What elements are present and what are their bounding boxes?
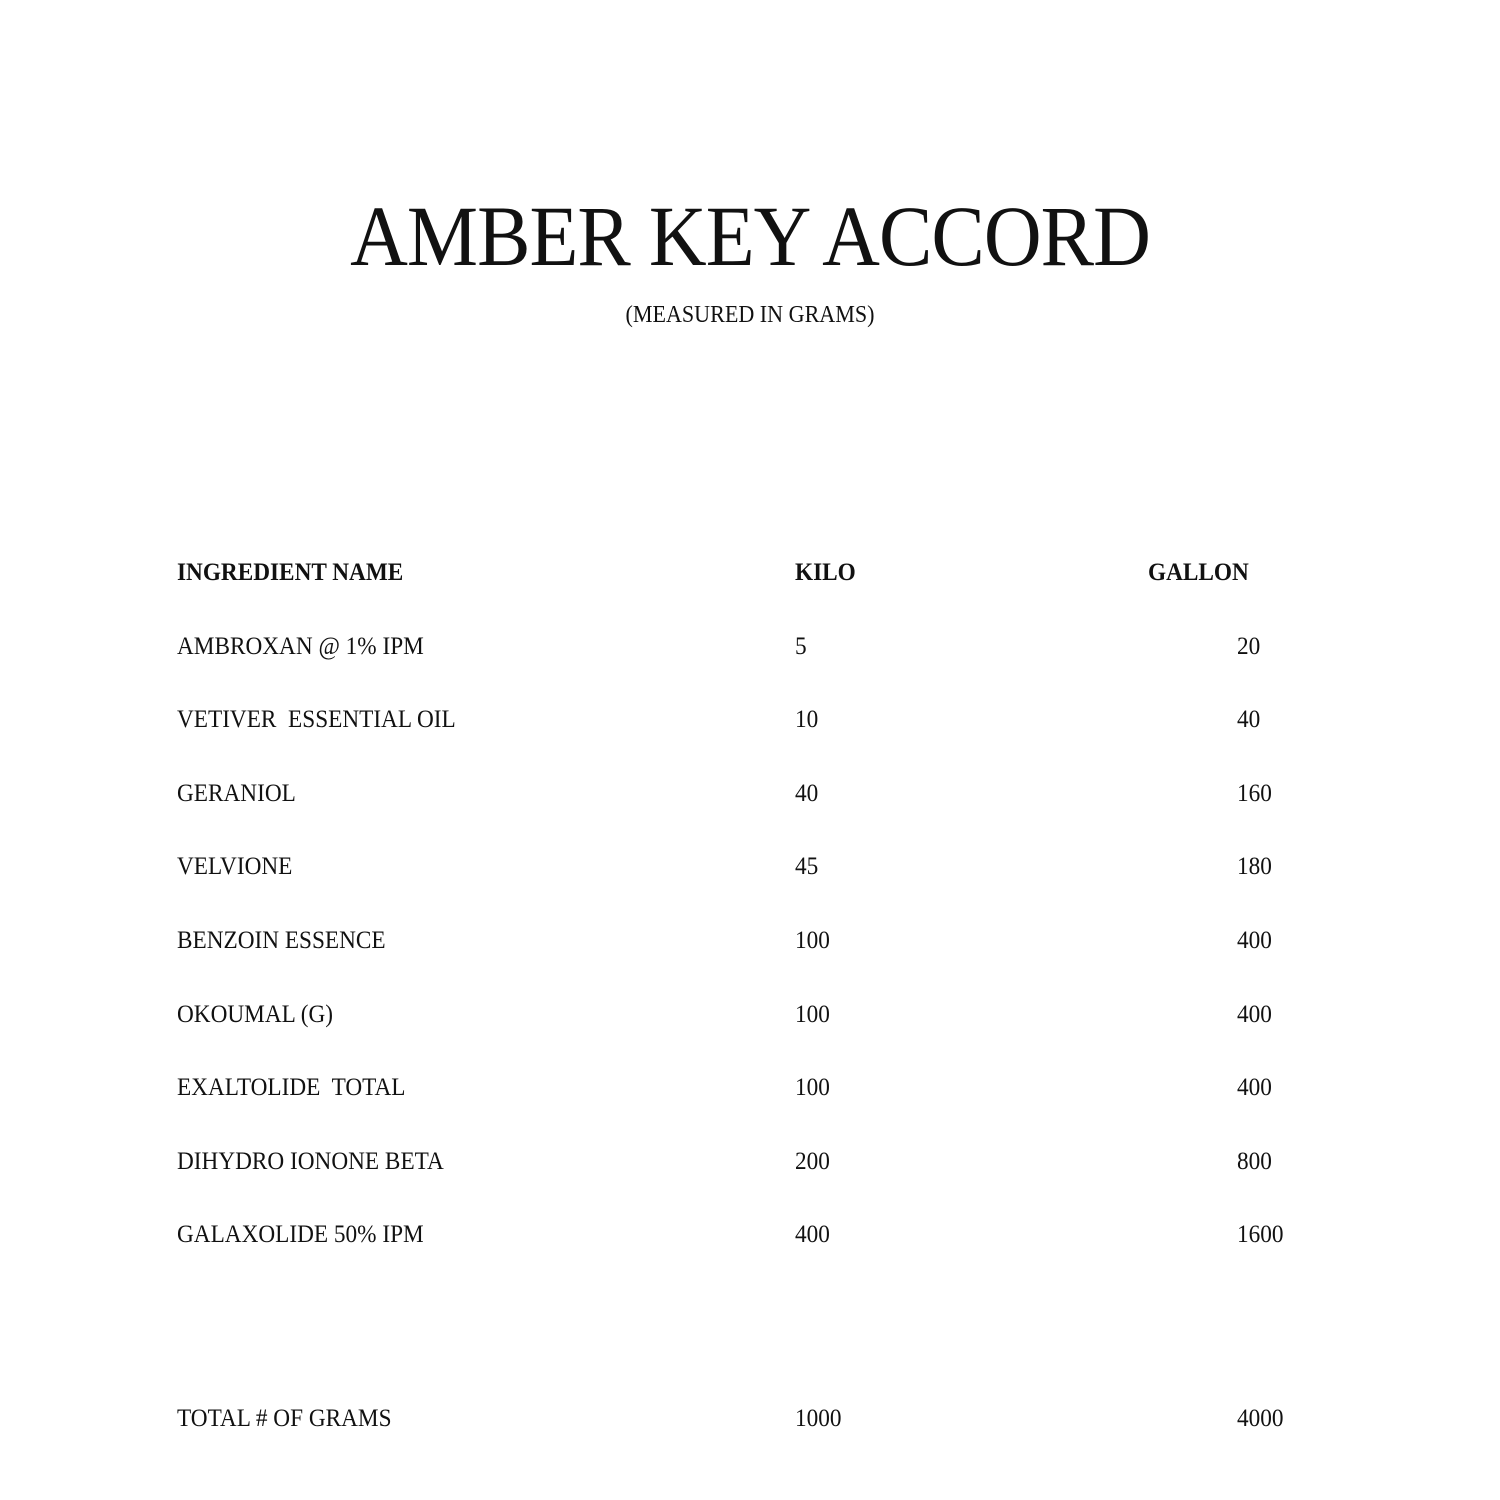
total-gallon: 4000 [1237, 1405, 1284, 1432]
kilo-amount: 400 [795, 1221, 830, 1248]
ingredient-name: EXALTOLIDE TOTAL [177, 1074, 406, 1101]
ingredient-name: GERANIOL [177, 780, 296, 807]
header-ingredient-name: INGREDIENT NAME [177, 559, 404, 586]
kilo-amount: 45 [795, 853, 819, 880]
table-row [0, 630, 1500, 664]
gallon-amount: 400 [1237, 1074, 1272, 1101]
table-row [0, 1218, 1500, 1252]
gallon-amount: 160 [1237, 780, 1272, 807]
gallon-amount: 20 [1237, 633, 1261, 660]
table-row [0, 998, 1500, 1032]
ingredient-name: DIHYDRO IONONE BETA [177, 1148, 444, 1175]
gallon-amount: 800 [1237, 1148, 1272, 1175]
gallon-amount: 400 [1237, 927, 1272, 954]
header-gallon: GALLON [1148, 559, 1249, 586]
gallon-amount: 400 [1237, 1001, 1272, 1028]
kilo-amount: 100 [795, 927, 830, 954]
kilo-amount: 200 [795, 1148, 830, 1175]
table-row [0, 777, 1500, 811]
table-row [0, 1145, 1500, 1179]
ingredient-name: AMBROXAN @ 1% IPM [177, 633, 424, 660]
header-kilo: KILO [795, 559, 856, 586]
total-kilo: 1000 [795, 1405, 842, 1432]
ingredient-name: OKOUMAL (G) [177, 1001, 334, 1028]
document-subtitle: (MEASURED IN GRAMS) [625, 302, 875, 328]
table-header-row [0, 556, 1500, 590]
kilo-amount: 10 [795, 706, 819, 733]
total-label: TOTAL # OF GRAMS [177, 1405, 392, 1432]
document-title: AMBER KEY ACCORD [350, 188, 1150, 284]
ingredient-name: VELVIONE [177, 853, 293, 880]
kilo-amount: 40 [795, 780, 819, 807]
gallon-amount: 40 [1237, 706, 1261, 733]
table-total-row [0, 1402, 1500, 1436]
table-row [0, 850, 1500, 884]
kilo-amount: 5 [795, 633, 807, 660]
ingredient-name: VETIVER ESSENTIAL OIL [177, 706, 456, 733]
ingredient-name: GALAXOLIDE 50% IPM [177, 1221, 424, 1248]
table-row [0, 924, 1500, 958]
ingredient-name: BENZOIN ESSENCE [177, 927, 386, 954]
table-row [0, 1071, 1500, 1105]
kilo-amount: 100 [795, 1074, 830, 1101]
table-row [0, 703, 1500, 737]
kilo-amount: 100 [795, 1001, 830, 1028]
gallon-amount: 180 [1237, 853, 1272, 880]
gallon-amount: 1600 [1237, 1221, 1284, 1248]
